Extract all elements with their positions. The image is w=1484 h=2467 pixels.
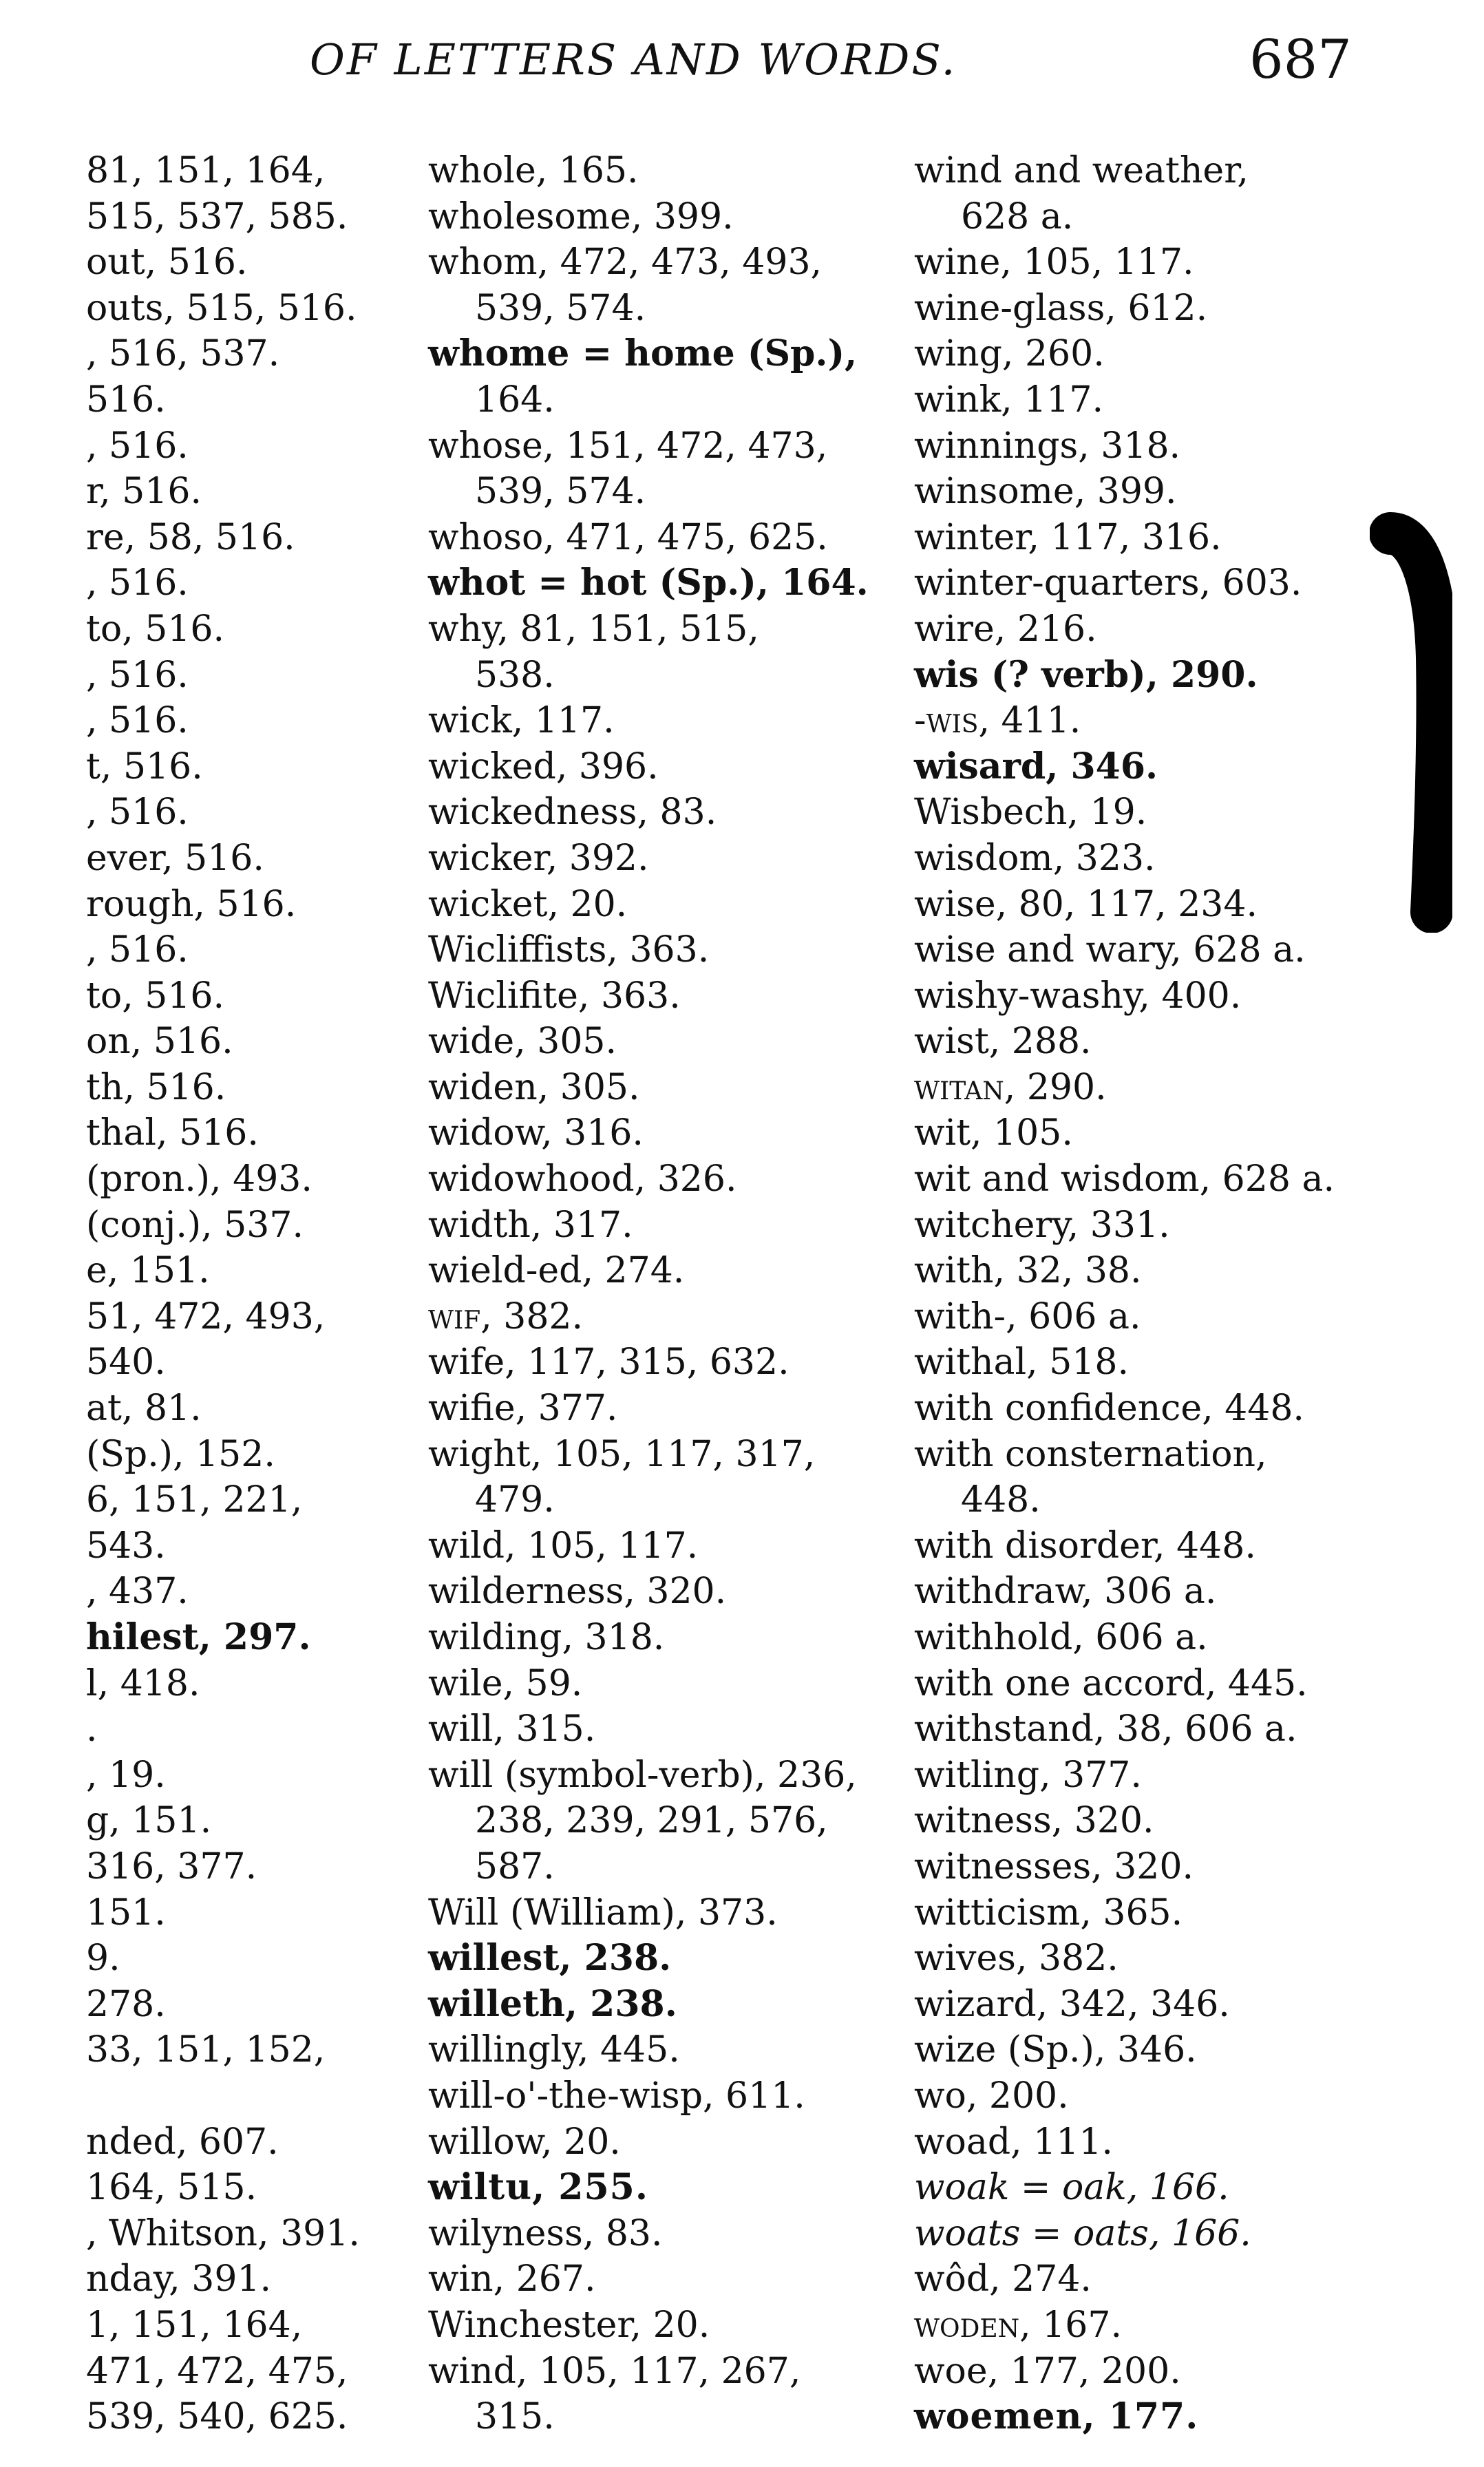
index-entry: 543. xyxy=(86,1525,166,1567)
index-entry: 33, 151, 152, xyxy=(86,2029,326,2071)
index-entry xyxy=(86,2073,410,2119)
index-entry: woden, 167. xyxy=(914,2304,1122,2346)
index-entry: will-o'-the-wisp, 611. xyxy=(428,2075,805,2117)
index-entry: with confidence, 448. xyxy=(914,1388,1304,1430)
index-entry: wife, 117, 315, 632. xyxy=(428,1342,789,1384)
index-entry: Wiclifite, 363. xyxy=(428,975,681,1017)
index-entry: witness, 320. xyxy=(914,1800,1154,1842)
index-entry: ever, 516. xyxy=(86,837,264,879)
index-entry: wizard, 342, 346. xyxy=(914,1983,1230,2025)
index-entry: 278. xyxy=(86,1983,166,2025)
index-entry: willingly, 445. xyxy=(428,2029,680,2071)
index-entry: l, 418. xyxy=(86,1662,200,1704)
index-entry: (pron.), 493. xyxy=(86,1158,312,1200)
index-entry: wide, 305. xyxy=(428,1021,617,1063)
index-entry: wight, 105, 117, 317, xyxy=(428,1433,816,1475)
index-entry: with one accord, 445. xyxy=(914,1662,1308,1704)
index-entry: wind, 105, 117, 267, xyxy=(428,2350,801,2392)
index-entry: widow, 316. xyxy=(428,1112,644,1154)
index-entry: wine, 105, 117. xyxy=(914,242,1194,284)
index-entry: (Sp.), 152. xyxy=(86,1433,275,1475)
index-entry: th, 516. xyxy=(86,1066,226,1108)
index-entry: woe, 177, 200. xyxy=(914,2350,1181,2392)
index-column-left xyxy=(86,148,410,2440)
index-entry: witticism, 365. xyxy=(914,1892,1183,1934)
index-entry: t, 516. xyxy=(86,745,203,787)
index-entry: woemen, 177. xyxy=(914,2395,1199,2438)
index-entry: wicket, 20. xyxy=(428,883,628,925)
index-entry: 164, 515. xyxy=(86,2167,257,2209)
index-entry: witnesses, 320. xyxy=(914,1845,1194,1887)
index-entry: wise and wary, 628 a. xyxy=(914,929,1306,971)
index-entry: 539, 574. xyxy=(475,287,646,329)
index-entry: woad, 111. xyxy=(914,2121,1113,2163)
index-entry: willest, 238. xyxy=(428,1937,672,1980)
index-entry: 539, 540, 625. xyxy=(86,2396,348,2438)
index-entry: , 516. xyxy=(86,792,189,834)
index-entry: wise, 80, 117, 234. xyxy=(914,883,1258,925)
index-entry: whose, 151, 472, 473, xyxy=(428,425,828,467)
index-entry: whot = hot (Sp.), 164. xyxy=(428,562,869,604)
index-entry: nday, 391. xyxy=(86,2258,272,2300)
index-entry: why, 81, 151, 515, xyxy=(428,608,759,650)
index-entry: 540. xyxy=(86,1342,166,1384)
index-entry: will, 315. xyxy=(428,1708,596,1750)
index-column-middle xyxy=(428,148,869,2440)
index-entry: at, 81. xyxy=(86,1388,202,1430)
index-entry: Wicliffists, 363. xyxy=(428,929,710,971)
index-entry: 316, 377. xyxy=(86,1845,257,1887)
index-entry: wine-glass, 612. xyxy=(914,287,1208,329)
index-entry: whoso, 471, 475, 625. xyxy=(428,516,828,558)
index-entry: wicker, 392. xyxy=(428,837,649,879)
index-entry: 479. xyxy=(475,1479,555,1521)
index-entry: wickedness, 83. xyxy=(428,792,717,834)
index-entry: 515, 537, 585. xyxy=(86,195,348,237)
index-entry: wize (Sp.), 346. xyxy=(914,2029,1197,2071)
index-entry: wit and wisdom, 628 a. xyxy=(914,1158,1335,1200)
index-entry: thal, 516. xyxy=(86,1112,259,1154)
index-entry: wicked, 396. xyxy=(428,745,659,787)
index-entry: on, 516. xyxy=(86,1021,233,1063)
index-entry: wôd, 274. xyxy=(914,2258,1092,2300)
index-entry: wire, 216. xyxy=(914,608,1097,650)
index-entry: , 516. xyxy=(86,425,189,467)
index-entry: g, 151. xyxy=(86,1800,212,1842)
index-entry: witling, 377. xyxy=(914,1754,1142,1796)
index-entry: re, 58, 516. xyxy=(86,516,295,558)
index-entry: with disorder, 448. xyxy=(914,1525,1256,1567)
index-entry: winter, 117, 316. xyxy=(914,516,1222,558)
index-entry: with consternation, xyxy=(914,1433,1267,1475)
index-entry: hilest, 297. xyxy=(86,1616,311,1658)
index-entry: 164. xyxy=(475,379,555,421)
page-number: 687 xyxy=(1249,29,1352,91)
index-entry: willow, 20. xyxy=(428,2121,621,2163)
index-entry: wholesome, 399. xyxy=(428,195,734,237)
index-entry: whole, 165. xyxy=(428,150,639,191)
index-entry: whome = home (Sp.), xyxy=(428,332,858,375)
index-entry: wiltu, 255. xyxy=(428,2166,648,2209)
index-entry: whom, 472, 473, 493, xyxy=(428,242,823,284)
index-entry: with, 32, 38. xyxy=(914,1250,1142,1292)
index-entry: wifie, 377. xyxy=(428,1388,618,1430)
index-entry: , 516. xyxy=(86,562,189,604)
index-entry: Will (William), 373. xyxy=(428,1892,778,1934)
index-entry: willeth, 238. xyxy=(428,1982,677,2025)
index-entry: Winchester, 20. xyxy=(428,2304,710,2346)
index-entry: 516. xyxy=(86,379,166,421)
index-entry: with-, 606 a. xyxy=(914,1295,1141,1337)
index-entry: 238, 239, 291, 576, xyxy=(475,1800,828,1842)
index-entry: 81, 151, 164, xyxy=(86,150,326,191)
index-entry: wishy-washy, 400. xyxy=(914,975,1242,1017)
index-entry: wilderness, 320. xyxy=(428,1571,727,1613)
index-entry: r, 516. xyxy=(86,471,202,513)
index-entry: wisdom, 323. xyxy=(914,837,1156,879)
index-entry: wis (? verb), 290. xyxy=(914,653,1258,696)
index-entry: 587. xyxy=(475,1845,555,1887)
index-entry: wives, 382. xyxy=(914,1938,1119,1980)
index-entry: outs, 515, 516. xyxy=(86,287,357,329)
index-entry: . xyxy=(86,1708,98,1750)
index-entry: witchery, 331. xyxy=(914,1204,1170,1246)
index-entry: winter-quarters, 603. xyxy=(914,562,1302,604)
index-entry: wink, 117. xyxy=(914,379,1103,421)
index-entry: wing, 260. xyxy=(914,333,1105,375)
index-entry: Wisbech, 19. xyxy=(914,792,1147,834)
index-entry: 9. xyxy=(86,1938,120,1980)
index-entry: widen, 305. xyxy=(428,1066,640,1108)
running-title: OF LETTERS AND WORDS. xyxy=(310,34,957,85)
index-entry: winnings, 318. xyxy=(914,425,1181,467)
index-entry: withdraw, 306 a. xyxy=(914,1571,1217,1613)
index-entry: 151. xyxy=(86,1892,166,1934)
index-entry: , 516, 537. xyxy=(86,333,280,375)
index-entry: , 516. xyxy=(86,929,189,971)
index-entry: will (symbol-verb), 236, xyxy=(428,1754,857,1796)
index-entry: width, 317. xyxy=(428,1204,633,1246)
index-entry: withhold, 606 a. xyxy=(914,1617,1208,1658)
index-entry: 315. xyxy=(475,2396,555,2438)
index-entry: , 516. xyxy=(86,654,189,696)
index-entry: to, 516. xyxy=(86,608,225,650)
index-entry: wick, 117. xyxy=(428,700,615,742)
index-entry: rough, 516. xyxy=(86,883,297,925)
index-entry: winsome, 399. xyxy=(914,471,1177,513)
index-entry: win, 267. xyxy=(428,2258,596,2300)
index-entry: wield-ed, 274. xyxy=(428,1250,685,1292)
index-entry: 51, 472, 493, xyxy=(86,1295,326,1337)
index-entry: witan, 290. xyxy=(914,1066,1107,1108)
index-entry: , 19. xyxy=(86,1754,166,1796)
index-entry: (conj.), 537. xyxy=(86,1204,304,1246)
index-entry: wilding, 318. xyxy=(428,1617,665,1658)
index-entry: withstand, 38, 606 a. xyxy=(914,1708,1297,1750)
index-entry: 538. xyxy=(475,654,555,696)
index-entry: widowhood, 326. xyxy=(428,1158,737,1200)
index-entry: wif, 382. xyxy=(428,1295,584,1337)
index-entry: woak = oak, 166. xyxy=(914,2167,1229,2209)
index-entry: woats = oats, 166. xyxy=(914,2212,1251,2254)
index-entry: , 437. xyxy=(86,1571,189,1613)
index-entry: 628 a. xyxy=(961,195,1074,237)
index-entry: out, 516. xyxy=(86,242,248,284)
index-entry: wild, 105, 117. xyxy=(428,1525,699,1567)
index-entry: e, 151. xyxy=(86,1250,210,1292)
index-entry: -wis, 411. xyxy=(914,700,1081,742)
index-entry: wist, 288. xyxy=(914,1021,1092,1063)
index-entry: wilyness, 83. xyxy=(428,2212,663,2254)
index-entry: wit, 105. xyxy=(914,1112,1073,1154)
index-entry: 539, 574. xyxy=(475,471,646,513)
margin-ink-mark xyxy=(1370,506,1452,933)
index-entry: 1, 151, 164, xyxy=(86,2304,303,2346)
index-entry: 471, 472, 475, xyxy=(86,2350,348,2392)
index-entry: wind and weather, xyxy=(914,150,1249,191)
index-entry: wo, 200. xyxy=(914,2075,1069,2117)
index-entry: , Whitson, 391. xyxy=(86,2212,360,2254)
index-entry: 448. xyxy=(961,1479,1041,1521)
running-header xyxy=(0,29,1484,96)
index-entry: wisard, 346. xyxy=(914,745,1158,787)
index-entry: wile, 59. xyxy=(428,1662,583,1704)
index-entry: withal, 518. xyxy=(914,1342,1129,1384)
index-entry: nded, 607. xyxy=(86,2121,279,2163)
index-entry: , 516. xyxy=(86,700,189,742)
index-entry: to, 516. xyxy=(86,975,225,1017)
index-entry: 6, 151, 221, xyxy=(86,1479,303,1521)
index-column-right xyxy=(914,148,1368,2440)
